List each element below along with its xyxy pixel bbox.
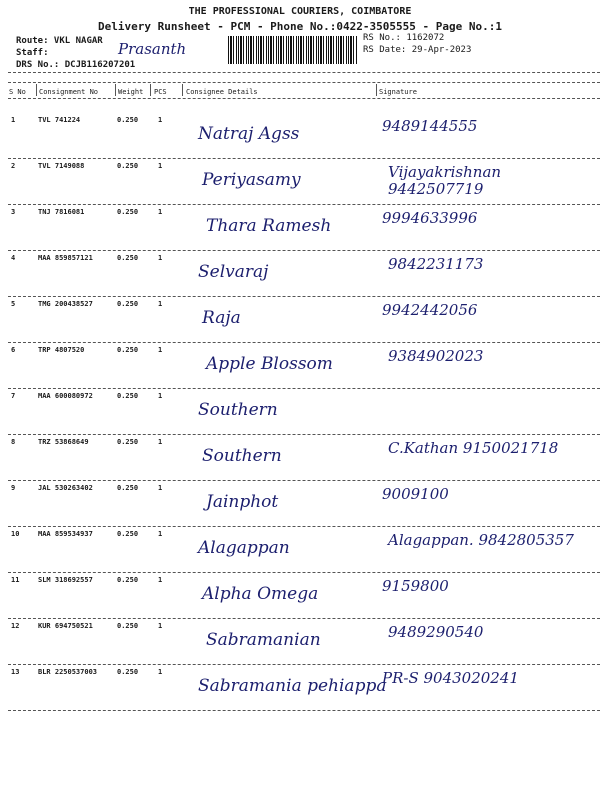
cell-sno: 13 <box>11 668 20 676</box>
handwritten-consignee-name: Apple Blossom <box>206 354 333 374</box>
cell-sno: 11 <box>11 576 20 584</box>
rs-date: RS Date: 29-Apr-2023 <box>363 45 472 55</box>
handwritten-consignee-name: Sabramanian <box>206 630 321 650</box>
header-rule <box>8 72 600 73</box>
row-separator <box>8 664 600 665</box>
cell-consignment: TMG 200438527 <box>38 300 93 308</box>
col-header-weight: Weight <box>118 88 144 96</box>
cell-pcs: 1 <box>158 576 163 584</box>
row-separator <box>8 296 600 297</box>
handwritten-consignee-name: Raja <box>202 308 241 328</box>
handwritten-signature: 9384902023 <box>388 347 484 365</box>
handwritten-signature: 9994633996 <box>382 209 478 227</box>
company-title: THE PROFESSIONAL COURIERS, COIMBATORE <box>188 6 412 17</box>
handwritten-signature: Vijayakrishnan 9442507719 <box>388 163 502 198</box>
col-header-sno: S No <box>9 88 26 96</box>
col-header-consignment: Consignment No <box>39 88 99 96</box>
cell-sno: 3 <box>11 208 16 216</box>
handwritten-signature: 9489290540 <box>388 623 484 641</box>
cell-sno: 5 <box>11 300 16 308</box>
cell-pcs: 1 <box>158 162 163 170</box>
handwritten-signature: PR-S 9043020241 <box>382 669 519 687</box>
handwritten-consignee-name: Alpha Omega <box>202 584 319 604</box>
cell-sno: 7 <box>11 392 16 400</box>
row-separator <box>8 342 600 343</box>
cell-weight: 0.250 <box>117 484 139 492</box>
handwritten-signature: 9842231173 <box>388 255 484 273</box>
handwritten-consignee-name: Southern <box>202 446 282 466</box>
cell-weight: 0.250 <box>117 622 139 630</box>
cell-consignment: TVL 741224 <box>38 116 81 124</box>
handwritten-consignee-name: Thara Ramesh <box>206 216 332 236</box>
handwritten-signature: C.Kathan 9150021718 <box>388 439 559 457</box>
handwritten-consignee-name: Periyasamy <box>202 170 301 190</box>
route-label: Route: VKL NAGAR <box>16 36 103 46</box>
staff-signature: Prasanth <box>118 40 187 58</box>
header-rule <box>8 82 600 83</box>
row-separator <box>8 434 600 435</box>
handwritten-signature: 9489144555 <box>382 117 478 135</box>
cell-sno: 9 <box>11 484 16 492</box>
row-separator <box>8 480 600 481</box>
barcode <box>228 36 358 64</box>
handwritten-consignee-name: Sabramania pehiappa <box>198 676 387 696</box>
row-separator <box>8 710 600 711</box>
cell-pcs: 1 <box>158 668 163 676</box>
cell-pcs: 1 <box>158 438 163 446</box>
cell-weight: 0.250 <box>117 392 139 400</box>
cell-consignment: TNJ 7816081 <box>38 208 85 216</box>
cell-weight: 0.250 <box>117 208 139 216</box>
cell-pcs: 1 <box>158 484 163 492</box>
handwritten-consignee-name: Natraj Agss <box>198 124 300 144</box>
col-header-pcs: PCS <box>154 88 167 96</box>
cell-weight: 0.250 <box>117 254 139 262</box>
cell-pcs: 1 <box>158 530 163 538</box>
column-divider <box>182 84 183 96</box>
cell-weight: 0.250 <box>117 530 139 538</box>
rs-number: RS No.: 1162072 <box>363 33 445 43</box>
handwritten-consignee-name: Alagappan <box>198 538 290 558</box>
cell-consignment: BLR 2250537003 <box>38 668 98 676</box>
cell-consignment: TRP 4807520 <box>38 346 85 354</box>
row-separator <box>8 572 600 573</box>
row-separator <box>8 250 600 251</box>
cell-weight: 0.250 <box>117 576 139 584</box>
column-divider <box>150 84 151 96</box>
cell-weight: 0.250 <box>117 116 139 124</box>
cell-pcs: 1 <box>158 208 163 216</box>
col-header-signature: Signature <box>379 88 417 96</box>
column-divider <box>376 84 377 96</box>
cell-sno: 4 <box>11 254 16 262</box>
cell-weight: 0.250 <box>117 162 139 170</box>
handwritten-signature: 9159800 <box>382 577 449 595</box>
cell-pcs: 1 <box>158 116 163 124</box>
column-divider <box>115 84 116 96</box>
cell-consignment: SLM 318692557 <box>38 576 93 584</box>
handwritten-signature: 9009100 <box>382 485 449 503</box>
cell-weight: 0.250 <box>117 668 139 676</box>
row-separator <box>8 158 600 159</box>
cell-sno: 10 <box>11 530 20 538</box>
cell-weight: 0.250 <box>117 346 139 354</box>
cell-pcs: 1 <box>158 254 163 262</box>
row-separator <box>8 526 600 527</box>
row-separator <box>8 618 600 619</box>
drs-number: DRS No.: DCJB116207201 <box>16 60 136 70</box>
cell-pcs: 1 <box>158 300 163 308</box>
handwritten-signature: Alagappan. 9842805357 <box>388 531 574 549</box>
cell-sno: 2 <box>11 162 16 170</box>
cell-sno: 12 <box>11 622 20 630</box>
cell-consignment: TVL 7149088 <box>38 162 85 170</box>
cell-sno: 1 <box>11 116 16 124</box>
cell-pcs: 1 <box>158 622 163 630</box>
col-header-consignee: Consignee Details <box>186 88 258 96</box>
cell-consignment: TRZ 53868649 <box>38 438 89 446</box>
column-divider <box>36 84 37 96</box>
cell-consignment: MAA 859534937 <box>38 530 93 538</box>
cell-consignment: MAA 859857121 <box>38 254 93 262</box>
handwritten-consignee-name: Jainphot <box>206 492 279 512</box>
cell-pcs: 1 <box>158 346 163 354</box>
staff-label: Staff: <box>16 48 49 58</box>
handwritten-consignee-name: Southern <box>198 400 278 420</box>
cell-weight: 0.250 <box>117 300 139 308</box>
cell-sno: 6 <box>11 346 16 354</box>
handwritten-consignee-name: Selvaraj <box>198 262 269 282</box>
cell-consignment: KUR 694750521 <box>38 622 93 630</box>
runsheet-subtitle: Delivery Runsheet - PCM - Phone No.:0422-3505555 - Page No.:1 <box>98 20 502 33</box>
header-bottom-rule <box>8 98 600 99</box>
cell-weight: 0.250 <box>117 438 139 446</box>
cell-pcs: 1 <box>158 392 163 400</box>
cell-consignment: MAA 600080972 <box>38 392 93 400</box>
handwritten-signature: 9942442056 <box>382 301 478 319</box>
row-separator <box>8 388 600 389</box>
cell-consignment: JAL 530263402 <box>38 484 93 492</box>
row-separator <box>8 204 600 205</box>
cell-sno: 8 <box>11 438 16 446</box>
